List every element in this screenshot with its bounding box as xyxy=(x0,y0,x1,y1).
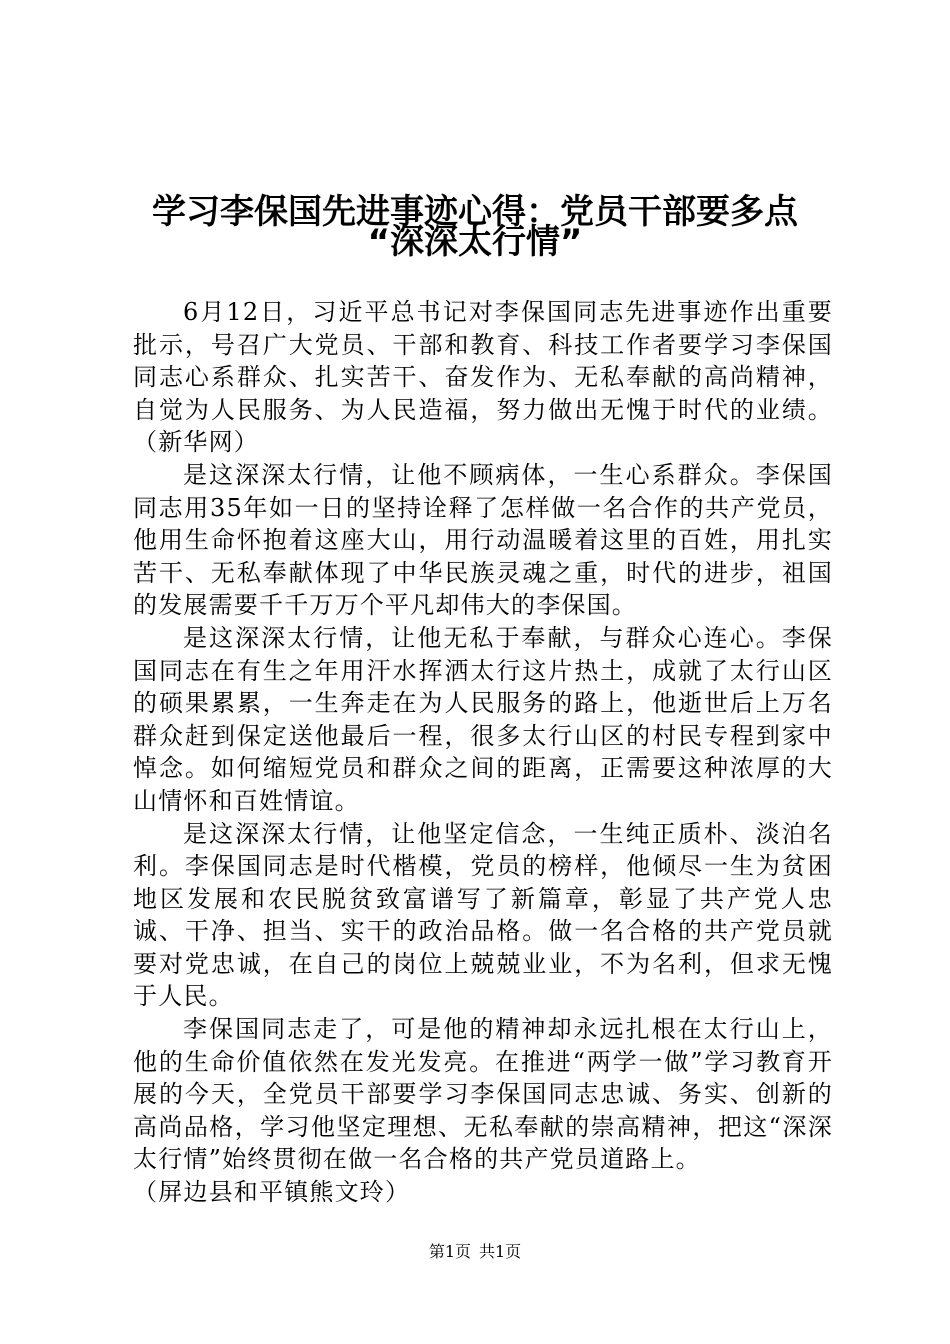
paragraph-5: 李保国同志走了，可是他的精神却永远扎根在太行山上，他的生命价值依然在发光发亮。在推进“两学一做”学习教育开展的今天，全党员干部要学习李保国同志忠诚、务实、创新的高尚品格，学习他坚定理想、无私奉献的崇高精神，把这“深深太行情”始终贯彻在做一名合格的共产党员道路上。 xyxy=(133,1015,833,1174)
document-body xyxy=(133,296,833,1209)
paragraph-3: 是这深深太行情，让他无私于奉献，与群众心连心。李保国同志在有生之年用汗水挥洒太行这片热土，成就了太行山区的硕果累累，一生奔走在为人民服务的路上，他逝世后上万名群众赶到保定送他最后一程，很多太行山区的村民专程到家中悼念。如何缩短党员和群众之间的距离，正需要这种浓厚的大山情怀和百姓情谊。 xyxy=(133,623,833,815)
author-signature: （屏边县和平镇熊文玲） xyxy=(133,1178,411,1207)
paragraph-1: 6月12日，习近平总书记对李保国同志先进事迹作出重要批示，号召广大党员、干部和教育、科技工作者要学习李保国同志心系群众、扎实苦干、奋发作为、无私奉献的高尚精神，自觉为人民服务、为人民造福，努力做出无愧于时代的业绩。（新华网） xyxy=(133,298,833,457)
paragraph-4: 是这深深太行情，让他坚定信念，一生纯正质朴、淡泊名利。李保国同志是时代楷模，党员的榜样，他倾尽一生为贫困地区发展和农民脱贫致富谱写了新篇章，彰显了共产党人忠诚、干净、担当、实干的政治品格。做一名合格的共产党员就要对党忠诚，在自己的岗位上兢兢业业，不为名利，但求无愧于人民。 xyxy=(133,819,833,1011)
page-footer xyxy=(0,1242,950,1262)
document-title-line-1: 学习李保国先进事迹心得：党员干部要多点 xyxy=(152,192,798,232)
page-number: 第1页 xyxy=(428,1242,471,1261)
page-total: 共1页 xyxy=(479,1242,522,1261)
paragraph-2: 是这深深太行情，让他不顾病体，一生心系群众。李保国同志用35年如一日的坚持诠释了怎样做一名合作的共产党员，他用生命怀抱着这座大山，用行动温暖着这里的百姓，用扎实苦干、无私奉献体现了中华民族灵魂之重，时代的进步，祖国的发展需要千千万万个平凡却伟大的李保国。 xyxy=(133,460,833,620)
document-title-line-2: “深深太行情” xyxy=(367,222,583,262)
